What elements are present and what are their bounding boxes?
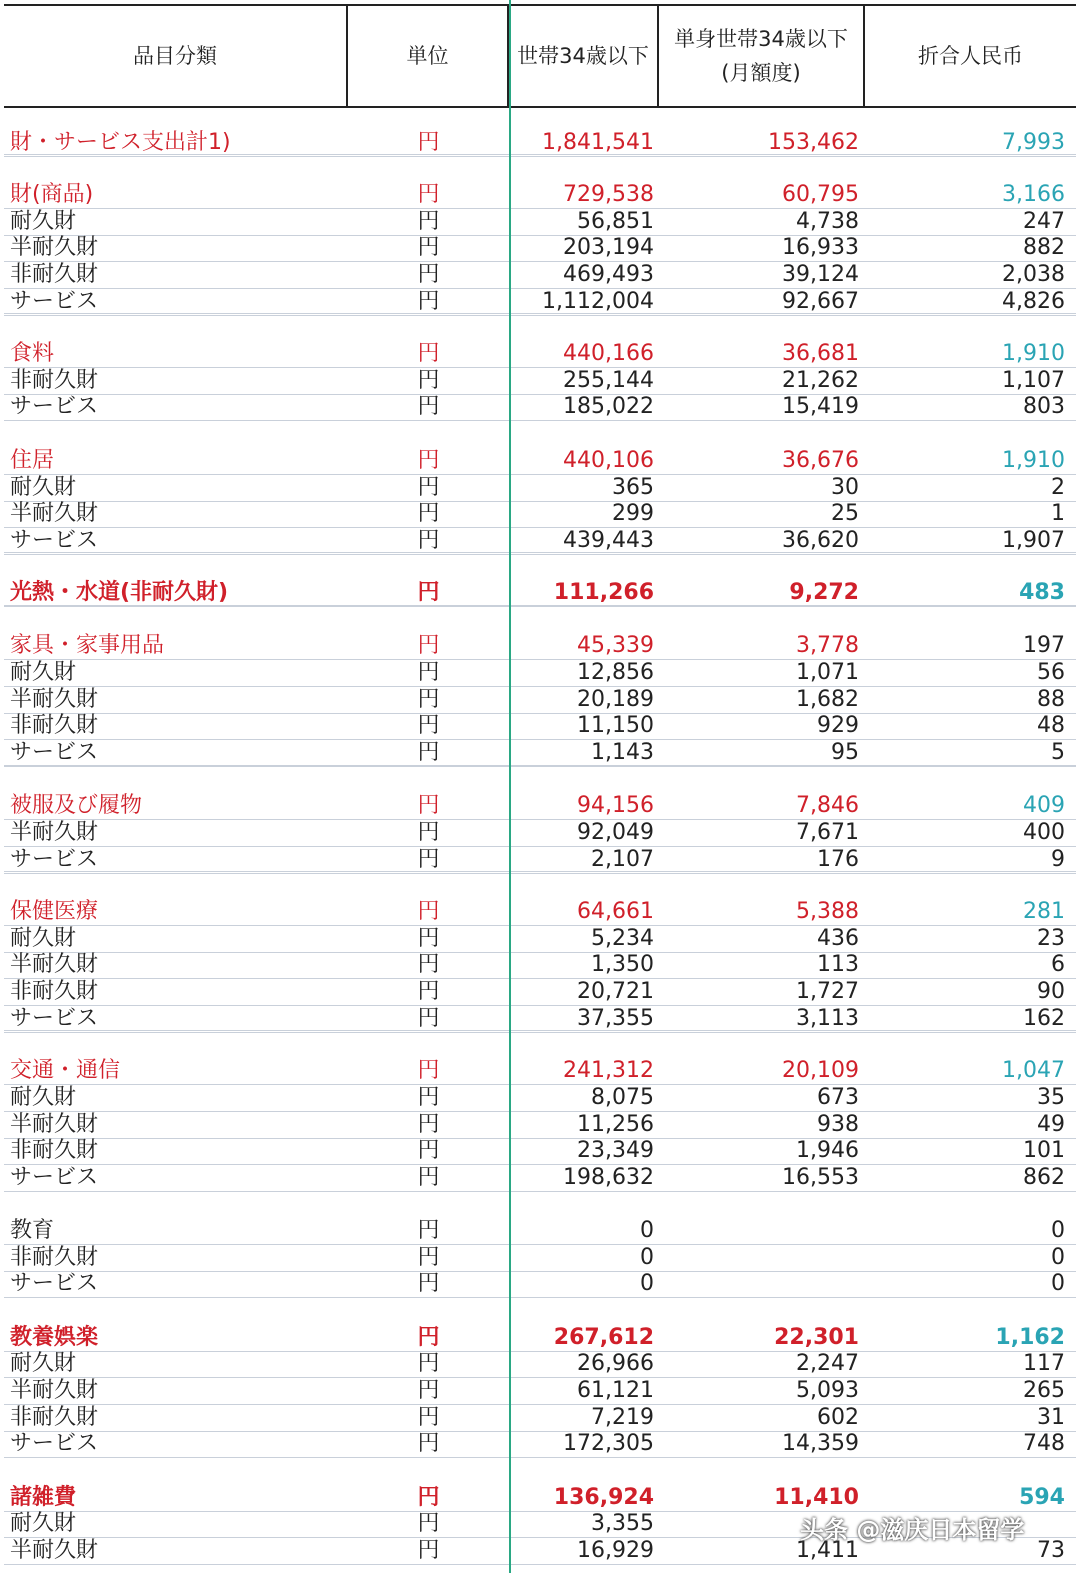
row-label: 耐久財	[10, 926, 77, 951]
watermark: 头条 @滋庆日本留学	[800, 1516, 1025, 1544]
row-rmb-value: 247	[1023, 209, 1065, 234]
row-unit: 円	[417, 633, 440, 658]
row-single-value: 7,671	[796, 820, 859, 845]
row-single-value: 16,553	[782, 1165, 859, 1190]
row-unit: 円	[417, 580, 440, 605]
table-row[interactable]	[4, 1271, 1076, 1298]
row-label: 保健医療	[10, 899, 99, 924]
row-unit: 円	[417, 1325, 440, 1350]
row-unit: 円	[417, 979, 440, 1004]
row-rmb-value: 197	[1023, 633, 1065, 658]
row-rmb-value: 483	[1019, 580, 1065, 605]
table-row[interactable]	[4, 1112, 1076, 1139]
table-row[interactable]	[4, 368, 1076, 395]
row-household-value: 64,661	[577, 899, 654, 924]
row-household-value: 299	[612, 501, 654, 526]
row-household-value: 94,156	[577, 793, 654, 818]
row-household-value: 16,929	[577, 1538, 654, 1563]
row-rmb-value: 0	[1051, 1218, 1065, 1243]
table-row[interactable]	[4, 1351, 1076, 1378]
row-rmb-value: 7,993	[1002, 130, 1065, 155]
row-rmb-value: 594	[1019, 1485, 1065, 1510]
table-row[interactable]	[4, 1325, 1076, 1352]
row-rmb-value: 882	[1023, 235, 1065, 260]
row-single-value: 20,109	[782, 1058, 859, 1083]
row-single-value	[662, 1245, 859, 1271]
row-household-value: 5,234	[591, 926, 654, 951]
row-single-value: 95	[831, 740, 859, 765]
header-single[interactable]: 単身世帯34歳以下 (月額度)	[659, 6, 865, 106]
row-unit: 円	[417, 1485, 440, 1510]
row-household-value: 136,924	[553, 1485, 654, 1510]
row-unit: 円	[417, 1138, 440, 1163]
table-row[interactable]	[4, 1218, 1076, 1245]
row-household-value: 185,022	[563, 394, 654, 419]
row-household-value: 267,612	[553, 1325, 654, 1350]
row-single-value: 5,388	[796, 899, 859, 924]
row-household-value: 1,143	[591, 740, 654, 765]
row-label: 半耐久財	[10, 952, 99, 977]
row-household-value: 439,443	[563, 528, 654, 553]
row-single-value: 1,727	[796, 979, 859, 1004]
row-single-value: 30	[831, 475, 859, 500]
row-unit: 円	[417, 820, 440, 845]
group-separator	[4, 552, 1076, 553]
row-unit: 円	[417, 1271, 440, 1296]
table-row[interactable]	[4, 713, 1076, 740]
row-single-value: 7,846	[796, 793, 859, 818]
row-unit: 円	[417, 687, 440, 712]
row-household-value: 20,189	[577, 687, 654, 712]
row-unit: 円	[417, 475, 440, 500]
row-single-value: 3,113	[796, 1006, 859, 1031]
row-label: サービス	[10, 394, 99, 419]
row-household-value: 11,256	[577, 1112, 654, 1137]
row-label: 耐久財	[10, 475, 77, 500]
row-label: サービス	[10, 847, 99, 872]
row-unit: 円	[417, 394, 440, 419]
row-unit: 円	[417, 448, 440, 473]
row-label: 被服及び履物	[10, 793, 143, 818]
row-rmb-value: 409	[1023, 793, 1065, 818]
row-label: 半耐久財	[10, 1112, 99, 1137]
row-unit: 円	[417, 130, 440, 155]
row-single-value: 22,301	[774, 1325, 859, 1350]
row-rmb-value: 117	[1023, 1351, 1065, 1376]
row-unit: 円	[417, 209, 440, 234]
row-rmb-value: 0	[1051, 1271, 1065, 1296]
row-single-value: 16,933	[782, 235, 859, 260]
row-household-value: 1,112,004	[542, 289, 654, 314]
row-single-value: 176	[817, 847, 859, 872]
row-single-value: 113	[817, 952, 859, 977]
table-row[interactable]	[4, 448, 1076, 475]
row-label: サービス	[10, 740, 99, 765]
row-single-value: 3,778	[796, 633, 859, 658]
row-unit: 円	[417, 1431, 440, 1456]
row-household-value: 365	[612, 475, 654, 500]
row-rmb-value: 88	[1037, 687, 1065, 712]
row-single-value: 2,247	[796, 1351, 859, 1376]
group-separator	[4, 605, 1076, 606]
row-unit: 円	[417, 1405, 440, 1430]
row-household-value: 20,721	[577, 979, 654, 1004]
row-label: 耐久財	[10, 1351, 77, 1376]
row-single-value: 673	[817, 1085, 859, 1110]
table-row[interactable]	[4, 1405, 1076, 1432]
row-household-value: 37,355	[577, 1006, 654, 1031]
row-household-value: 3,355	[591, 1511, 654, 1536]
row-rmb-value: 162	[1023, 1006, 1065, 1031]
row-label: 非耐久財	[10, 1405, 99, 1430]
row-rmb-value: 35	[1037, 1085, 1065, 1110]
row-single-value: 153,462	[768, 130, 859, 155]
row-household-value: 8,075	[591, 1085, 654, 1110]
table-row[interactable]	[4, 1138, 1076, 1165]
row-label: 教育	[10, 1218, 55, 1243]
row-label: 半耐久財	[10, 1378, 99, 1403]
table-row[interactable]	[4, 687, 1076, 714]
row-single-value: 14,359	[782, 1431, 859, 1456]
row-label: 半耐久財	[10, 820, 99, 845]
group-separator	[4, 154, 1076, 155]
row-rmb-value: 803	[1023, 394, 1065, 419]
row-single-value	[662, 1271, 859, 1297]
row-single-value: 1,411	[796, 1538, 859, 1563]
row-rmb-value: 3,166	[1002, 182, 1065, 207]
group-separator	[4, 871, 1076, 872]
row-label: サービス	[10, 289, 99, 314]
row-household-value: 11,150	[577, 713, 654, 738]
header-rmb[interactable]: 折合人民币	[918, 44, 1023, 68]
table-row[interactable]	[4, 235, 1076, 262]
row-unit: 円	[417, 740, 440, 765]
table-row[interactable]	[4, 847, 1076, 874]
row-household-value: 56,851	[577, 209, 654, 234]
row-rmb-value: 9	[1051, 847, 1065, 872]
row-rmb-value: 6	[1051, 952, 1065, 977]
table-row[interactable]	[4, 793, 1076, 820]
row-label: 非耐久財	[10, 1245, 99, 1270]
row-rmb-value: 1,107	[1002, 368, 1065, 393]
row-label: 非耐久財	[10, 1138, 99, 1163]
table-row[interactable]	[4, 740, 1076, 767]
row-rmb-value: 400	[1023, 820, 1065, 845]
table-row[interactable]	[4, 1485, 1076, 1512]
row-rmb-value: 101	[1023, 1138, 1065, 1163]
row-unit: 円	[417, 1165, 440, 1190]
row-single-value: 1,071	[796, 660, 859, 685]
row-single-value: 36,620	[782, 528, 859, 553]
table-row[interactable]	[4, 1006, 1076, 1033]
table-row[interactable]	[4, 820, 1076, 847]
table-row[interactable]	[4, 1085, 1076, 1112]
row-unit: 円	[417, 262, 440, 287]
row-label: 耐久財	[10, 660, 77, 685]
row-label: 光熱・水道(非耐久財)	[10, 580, 229, 605]
row-rmb-value: 1,162	[995, 1325, 1065, 1350]
row-household-value: 469,493	[563, 262, 654, 287]
row-household-value: 45,339	[577, 633, 654, 658]
row-household-value: 1,350	[591, 952, 654, 977]
row-label: 教養娯楽	[10, 1325, 99, 1350]
row-single-value: 92,667	[782, 289, 859, 314]
row-unit: 円	[417, 1112, 440, 1137]
table-row[interactable]	[4, 580, 1076, 607]
table-row[interactable]	[4, 394, 1076, 421]
group-separator	[4, 1457, 1076, 1458]
row-household-value: 0	[640, 1271, 654, 1296]
row-rmb-value: 49	[1037, 1112, 1065, 1137]
table-row[interactable]	[4, 182, 1076, 209]
row-rmb-value: 73	[1037, 1538, 1065, 1563]
row-label: 交通・通信	[10, 1058, 121, 1083]
row-label: 半耐久財	[10, 501, 99, 526]
row-single-value: 9,272	[789, 580, 859, 605]
row-rmb-value: 2	[1051, 475, 1065, 500]
row-single-value: 11,410	[774, 1485, 859, 1510]
row-unit: 円	[417, 341, 440, 366]
row-household-value: 0	[640, 1218, 654, 1243]
row-household-value: 203,194	[563, 235, 654, 260]
row-label: 家具・家事用品	[10, 633, 165, 658]
row-rmb-value: 1,907	[1002, 528, 1065, 553]
table-row[interactable]	[4, 1165, 1076, 1192]
group-separator	[4, 765, 1076, 766]
row-unit: 円	[417, 713, 440, 738]
row-rmb-value: 1,047	[1002, 1058, 1065, 1083]
row-single-value: 1,946	[796, 1138, 859, 1163]
row-unit: 円	[417, 1218, 440, 1243]
row-unit: 円	[417, 1006, 440, 1031]
row-household-value: 1,841,541	[542, 130, 654, 155]
row-unit: 円	[417, 899, 440, 924]
row-unit: 円	[417, 1351, 440, 1376]
row-label: 耐久財	[10, 209, 77, 234]
row-label: 諸雑費	[10, 1485, 77, 1510]
row-rmb-value: 1	[1051, 501, 1065, 526]
row-unit: 円	[417, 368, 440, 393]
row-unit: 円	[417, 289, 440, 314]
row-single-value: 1,682	[796, 687, 859, 712]
row-label: 非耐久財	[10, 368, 99, 393]
row-household-value: 111,266	[553, 580, 654, 605]
row-household-value: 0	[640, 1245, 654, 1270]
row-household-value: 440,106	[563, 448, 654, 473]
row-unit: 円	[417, 1058, 440, 1083]
row-rmb-value: 5	[1051, 740, 1065, 765]
row-household-value: 26,966	[577, 1351, 654, 1376]
row-single-value: 436	[817, 926, 859, 951]
row-household-value: 92,049	[577, 820, 654, 845]
row-label: 半耐久財	[10, 235, 99, 260]
row-rmb-value: 4,826	[1002, 289, 1065, 314]
table-row[interactable]	[4, 1245, 1076, 1272]
row-unit: 円	[417, 528, 440, 553]
table-row[interactable]	[4, 341, 1076, 368]
group-separator	[4, 1030, 1076, 1031]
group-separator	[4, 1297, 1076, 1298]
row-label: 財(商品)	[10, 182, 94, 207]
row-single-value: 602	[817, 1405, 859, 1430]
row-household-value: 255,144	[563, 368, 654, 393]
row-unit: 円	[417, 952, 440, 977]
row-rmb-value: 862	[1023, 1165, 1065, 1190]
row-unit: 円	[417, 660, 440, 685]
table-row[interactable]	[4, 1431, 1076, 1458]
table-row[interactable]	[4, 660, 1076, 687]
row-unit: 円	[417, 1511, 440, 1536]
row-household-value: 172,305	[563, 1431, 654, 1456]
row-rmb-value: 2,038	[1002, 262, 1065, 287]
column-divider	[509, 0, 511, 1573]
row-single-value: 938	[817, 1112, 859, 1137]
table-row[interactable]	[4, 475, 1076, 502]
row-unit: 円	[417, 182, 440, 207]
row-label: 非耐久財	[10, 979, 99, 1004]
row-single-value: 15,419	[782, 394, 859, 419]
row-rmb-value: 281	[1023, 899, 1065, 924]
row-unit: 円	[417, 847, 440, 872]
row-rmb-value: 31	[1037, 1405, 1065, 1430]
row-label: 耐久財	[10, 1085, 77, 1110]
table-row[interactable]	[4, 952, 1076, 979]
row-unit: 円	[417, 1538, 440, 1563]
group-separator	[4, 313, 1076, 314]
row-rmb-value: 56	[1037, 660, 1065, 685]
row-rmb-value: 23	[1037, 926, 1065, 951]
table-row[interactable]	[4, 926, 1076, 953]
row-single-value: 36,676	[782, 448, 859, 473]
row-unit: 円	[417, 501, 440, 526]
row-unit: 円	[417, 926, 440, 951]
table-row[interactable]	[4, 1058, 1076, 1085]
row-label: サービス	[10, 528, 99, 553]
table-row[interactable]	[4, 1378, 1076, 1405]
row-single-value: 4,738	[796, 209, 859, 234]
row-label: 住居	[10, 448, 55, 473]
table-row[interactable]	[4, 528, 1076, 555]
row-label: 食料	[10, 341, 55, 366]
row-label: 半耐久財	[10, 687, 99, 712]
row-rmb-value: 748	[1023, 1431, 1065, 1456]
table-row[interactable]	[4, 979, 1076, 1006]
row-single-value: 60,795	[782, 182, 859, 207]
row-label: 財・サービス支出計1)	[10, 130, 231, 155]
row-rmb-value: 1,910	[1002, 341, 1065, 366]
row-label: サービス	[10, 1165, 99, 1190]
row-label: 非耐久財	[10, 262, 99, 287]
row-single-value: 21,262	[782, 368, 859, 393]
row-rmb-value: 90	[1037, 979, 1065, 1004]
row-label: サービス	[10, 1006, 99, 1031]
row-household-value: 440,166	[563, 341, 654, 366]
row-household-value: 241,312	[563, 1058, 654, 1083]
row-single-value: 36,681	[782, 341, 859, 366]
table-row[interactable]	[4, 130, 1076, 157]
row-label: サービス	[10, 1431, 99, 1456]
row-household-value: 12,856	[577, 660, 654, 685]
row-unit: 円	[417, 1378, 440, 1403]
row-label: 半耐久財	[10, 1538, 99, 1563]
header-category[interactable]: 品目分類	[4, 6, 348, 106]
row-unit: 円	[417, 793, 440, 818]
table-row[interactable]	[4, 899, 1076, 926]
row-rmb-value: 0	[1051, 1245, 1065, 1270]
row-single-value: 5,093	[796, 1378, 859, 1403]
row-label: 耐久財	[10, 1511, 77, 1536]
row-rmb-value: 1,910	[1002, 448, 1065, 473]
row-household-value: 61,121	[577, 1378, 654, 1403]
table-row[interactable]	[4, 289, 1076, 316]
row-rmb-value: 265	[1023, 1378, 1065, 1403]
table-row[interactable]	[4, 501, 1076, 528]
row-household-value: 729,538	[563, 182, 654, 207]
row-unit: 円	[417, 235, 440, 260]
row-rmb-value: 48	[1037, 713, 1065, 738]
row-household-value: 7,219	[591, 1405, 654, 1430]
row-label: サービス	[10, 1271, 99, 1296]
row-household-value: 198,632	[563, 1165, 654, 1190]
row-unit: 円	[417, 1085, 440, 1110]
table-row[interactable]	[4, 633, 1076, 660]
row-single-value: 39,124	[782, 262, 859, 287]
group-separator	[4, 420, 1076, 421]
row-unit: 円	[417, 1245, 440, 1270]
row-household-value: 2,107	[591, 847, 654, 872]
table-header	[4, 4, 1076, 108]
row-household-value: 23,349	[577, 1138, 654, 1163]
row-single-value: 929	[817, 713, 859, 738]
table-row[interactable]	[4, 209, 1076, 236]
row-label: 非耐久財	[10, 713, 99, 738]
row-single-value: 25	[831, 501, 859, 526]
row-single-value	[662, 1218, 859, 1244]
header-household[interactable]: 世帯34歳以下	[509, 6, 659, 106]
header-unit[interactable]: 単位	[348, 6, 509, 106]
table-row[interactable]	[4, 262, 1076, 289]
